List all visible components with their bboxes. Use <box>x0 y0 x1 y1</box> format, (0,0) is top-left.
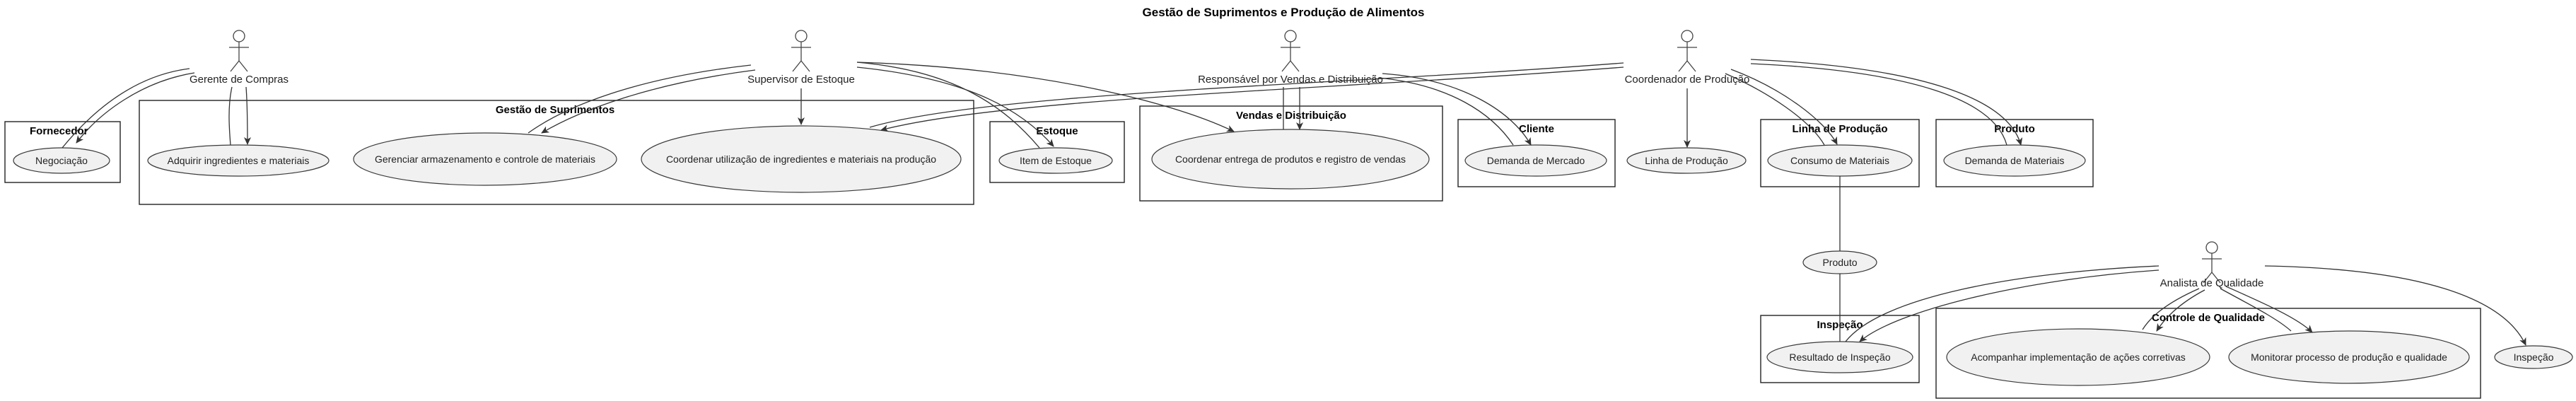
usecase-produto-label: Produto <box>1822 257 1858 268</box>
usecase-gerenciar <box>354 133 617 185</box>
actor-gerente-compras-label: Gerente de Compras <box>189 74 289 86</box>
actor-coordenador-producao-label: Coordenador de Produção <box>1624 74 1750 86</box>
usecase-consumo-materiais-label: Consumo de Materiais <box>1790 155 1890 166</box>
actor-analista-qualidade <box>2160 242 2264 289</box>
usecase-demanda-mercado-label: Demanda de Mercado <box>1486 155 1585 166</box>
actor-supervisor-estoque-icon <box>791 30 811 71</box>
package-estoque-label: Estoque <box>1036 125 1078 137</box>
usecase-gerenciar-label: Gerenciar armazenamento e controle de materiais <box>374 153 596 165</box>
actor-analista-qualidade-label: Analista de Qualidade <box>2160 277 2264 289</box>
usecase-inspecao <box>2495 346 2572 368</box>
actor-responsavel-vendas <box>1198 30 1383 86</box>
package-produto-label: Produto <box>1994 123 2035 135</box>
actor-gerente-compras-icon <box>229 30 249 71</box>
actor-coordenador-producao-icon <box>1677 30 1697 71</box>
usecase-monitorar-processo-label: Monitorar processo de produção e qualidade <box>2251 351 2447 363</box>
actor-coordenador-producao <box>1625 30 1750 86</box>
package-linha-producao-label: Linha de Produção <box>1792 123 1888 135</box>
usecase-produto <box>1803 251 1877 274</box>
usecase-linha-producao <box>1627 148 1746 173</box>
usecase-consumo-materiais <box>1768 145 1912 176</box>
actor-supervisor-estoque-label: Supervisor de Estoque <box>747 74 855 86</box>
usecase-acompanhar-acoes-label: Acompanhar implementação de ações corretivas <box>1971 351 2186 363</box>
usecase-negociacao-label: Negociação <box>35 155 88 166</box>
package-controle-qualidade-label: Controle de Qualidade <box>2151 312 2266 324</box>
package-gestao-suprimentos-label: Gestão de Suprimentos <box>495 104 615 116</box>
actor-responsavel-vendas-icon <box>1281 30 1300 71</box>
usecase-negociacao <box>13 148 110 173</box>
usecase-demanda-materiais-label: Demanda de Materiais <box>1964 155 2065 166</box>
usecase-coordenar-utilizacao-label: Coordenar utilização de ingredientes e materiais na produção <box>665 153 937 165</box>
usecase-item-estoque <box>999 148 1112 173</box>
package-fornecedor-label: Fornecedor <box>30 125 88 137</box>
usecase-monitorar-processo <box>2229 331 2469 383</box>
usecase-item-estoque-label: Item de Estoque <box>1020 155 1092 166</box>
usecase-coordenar-entrega-label: Coordenar entrega de produtos e registro de vendas <box>1175 153 1406 165</box>
package-inspecao-label: Inspeção <box>1817 319 1863 331</box>
usecase-linha-producao-label: Linha de Produção <box>1645 155 1728 166</box>
usecase-demanda-materiais <box>1944 145 2085 176</box>
usecase-inspecao-label: Inspeção <box>2513 351 2554 363</box>
usecase-acompanhar-acoes <box>1947 329 2210 385</box>
actor-responsavel-vendas-label: Responsável por Vendas e Distribuição <box>1198 74 1383 86</box>
actor-gerente-compras <box>190 30 289 86</box>
usecase-resultado-inspecao <box>1767 342 1913 373</box>
usecase-resultado-inspecao-label: Resultado de Inspeção <box>1789 351 1891 363</box>
usecase-adquirir-label: Adquirir ingredientes e materiais <box>167 155 310 166</box>
usecase-demanda-mercado <box>1465 145 1607 176</box>
usecase-adquirir <box>148 145 329 176</box>
usecase-coordenar-entrega <box>1152 129 1429 189</box>
diagram-title: Gestão de Suprimentos e Produção de Alimentos <box>1142 6 1425 19</box>
package-cliente-label: Cliente <box>1518 123 1555 135</box>
usecase-coordenar-utilizacao <box>641 126 961 192</box>
package-vendas-distribuicao-label: Vendas e Distribuição <box>1236 110 1346 122</box>
actor-supervisor-estoque <box>747 30 855 86</box>
